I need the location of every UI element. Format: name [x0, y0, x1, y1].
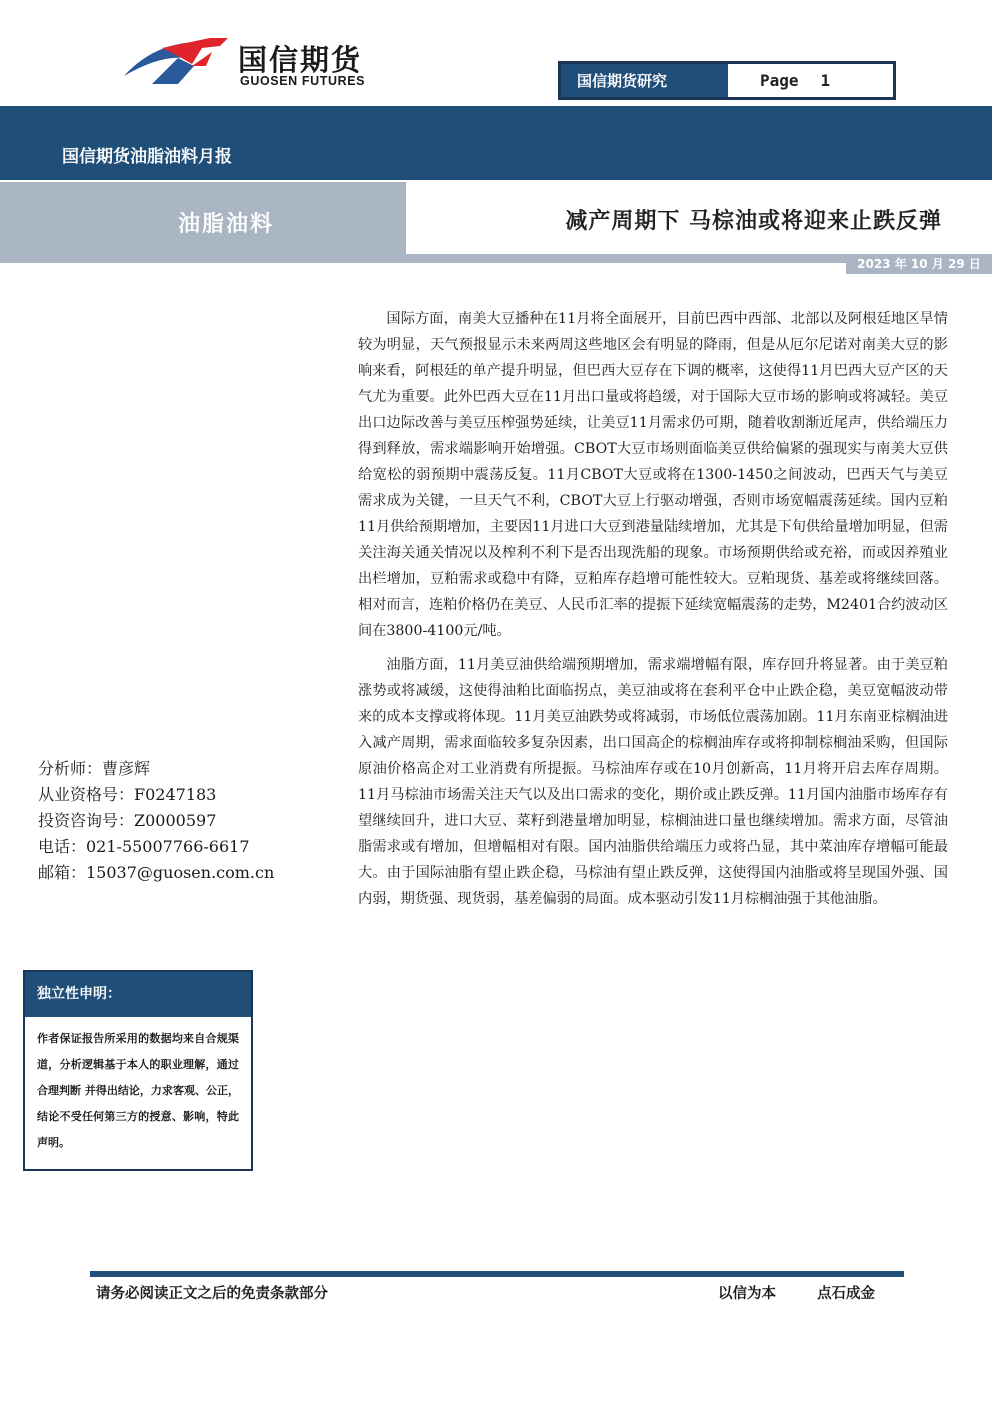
paragraph-international: 国际方面，南美大豆播种在11月将全面展开，目前巴西中西部、北部以及阿根廷地区旱情较为明显，天气预报显示未来两周这些地区会有明显的降雨，但是从厄尔尼诺对南美大豆的影响来看，阿根廷的单产提升明显，但巴西大豆存在下调的概率，这使得11月巴西大豆产区的天气尤为重要。此外巴西大豆在11月出口量或将趋缓，对于国际大豆市场的影响或将减轻。美豆出口边际改善与美豆压榨强势延续，让美豆11月需求仍可期，随着收割渐近尾声，供给端压力得到释放，需求端影响开始增强。CBOT大豆市场则面临美豆供给偏紧的强现实与南美大豆供给宽松的弱预期中震荡反复。11月CBOT大豆或将在1300-1450之间波动，巴西天气与美豆需求成为关键，一旦天气不利，CBOT大豆上行驱动增强，否则市场宽幅震荡延续。国内豆粕11月供给预期增加，主要因11月进口大豆到港量陆续增加，尤其是下旬供给量增加明显，但需关注海关通关情况以及榨利不利下是否出现洗船的现象。市场预期供给或充裕，而或因养殖业出栏增加，豆粕需求或稳中有降，豆粕库存趋增可能性较大。豆粕现货、基差或将继续回落。相对而言，连粕价格仍在美豆、人民币汇率的提振下延续宽幅震荡的走势，M2401合约波动区间在3800-4100元/吨。 — [358, 311, 948, 639]
report-title: 国信期货油脂油料月报 — [62, 147, 232, 167]
company-logo — [122, 34, 392, 94]
footer-disclaimer: 请务必阅读正文之后的免责条款部分 — [96, 1286, 328, 1302]
logo-name-cn: 国信期货 — [238, 43, 363, 77]
page-indicator — [558, 61, 896, 100]
report-date: 2023 年 10 月 29 日 — [846, 254, 992, 274]
research-label: 国信期货研究 — [561, 64, 728, 97]
footer-slogan — [718, 1282, 875, 1303]
footer-slogan-1: 以信为本 — [718, 1286, 776, 1302]
page-number: 1 — [820, 71, 831, 90]
headline: 减产周期下 马棕油或将迎来止跌反弹 — [565, 209, 942, 234]
footer-slogan-2: 点石成金 — [817, 1286, 876, 1302]
analyst-phone: 电话：021-55007766-6617 — [38, 837, 250, 856]
report-title-band — [0, 106, 992, 180]
analyst-email: 邮箱：15037@guosen.com.cn — [38, 863, 275, 882]
analyst-qualification: 从业资格号：F0247183 — [38, 785, 217, 804]
category-label: 油脂油料 — [178, 212, 275, 237]
logo-name-en: GUOSEN FUTURES — [240, 74, 366, 88]
independence-declaration — [23, 970, 253, 1171]
category-box — [0, 182, 406, 254]
date-band — [0, 254, 992, 263]
page-number-box — [728, 64, 893, 97]
footer-rule — [90, 1271, 904, 1277]
logo-mark-icon — [122, 34, 242, 94]
paragraph-oils: 油脂方面，11月美豆油供给端预期增加，需求端增幅有限，库存回升将显著。由于美豆粕涨势或将减缓，这使得油粕比面临拐点，美豆油或将在套利平仓中止跌企稳，美豆宽幅波动带来的成本支撑或将体现。11月美豆油跌势或将减弱，市场低位震荡加剧。11月东南亚棕榈油进入减产周期，需求面临较多复杂因素，出口国高企的棕榈油库存或将抑制棕榈油采购，但国际原油价格高企对工业消费有所提振。马棕油库存或在10月创新高，11月将开启去库存周期。11月马棕油市场需关注天气以及出口需求的变化，期价或止跌反弹。11月国内油脂市场库存有望继续回升，进口大豆、菜籽到港量增加明显，棕榈油进口量也继续增加。需求方面，尽管油脂需求或有增加，但增幅相对有限。国内油脂供给端压力或将凸显，其中菜油库存增幅可能最大。由于国际油脂有望止跌企稳，马棕油有望止跌反弹，这使得国内油脂或将呈现国外强、国内弱，期货强、现货弱，基差偏弱的局面。成本驱动引发11月棕榈油强于其他油脂。 — [358, 657, 948, 907]
page-label: Page — [760, 71, 799, 90]
declaration-title: 独立性申明： — [25, 972, 251, 1017]
analyst-info — [38, 756, 338, 886]
analyst-name: 分析师：曹彦辉 — [38, 759, 151, 778]
declaration-text: 作者保证报告所采用的数据均来自合规渠道，分析逻辑基于本人的职业理解，通过合理判断 并得出结论，力求客观、公正，结论不受任何第三方的授意、影响，特此声明。 — [37, 1032, 239, 1149]
analyst-consult-number: 投资咨询号：Z0000597 — [38, 811, 217, 830]
main-content — [358, 306, 948, 912]
